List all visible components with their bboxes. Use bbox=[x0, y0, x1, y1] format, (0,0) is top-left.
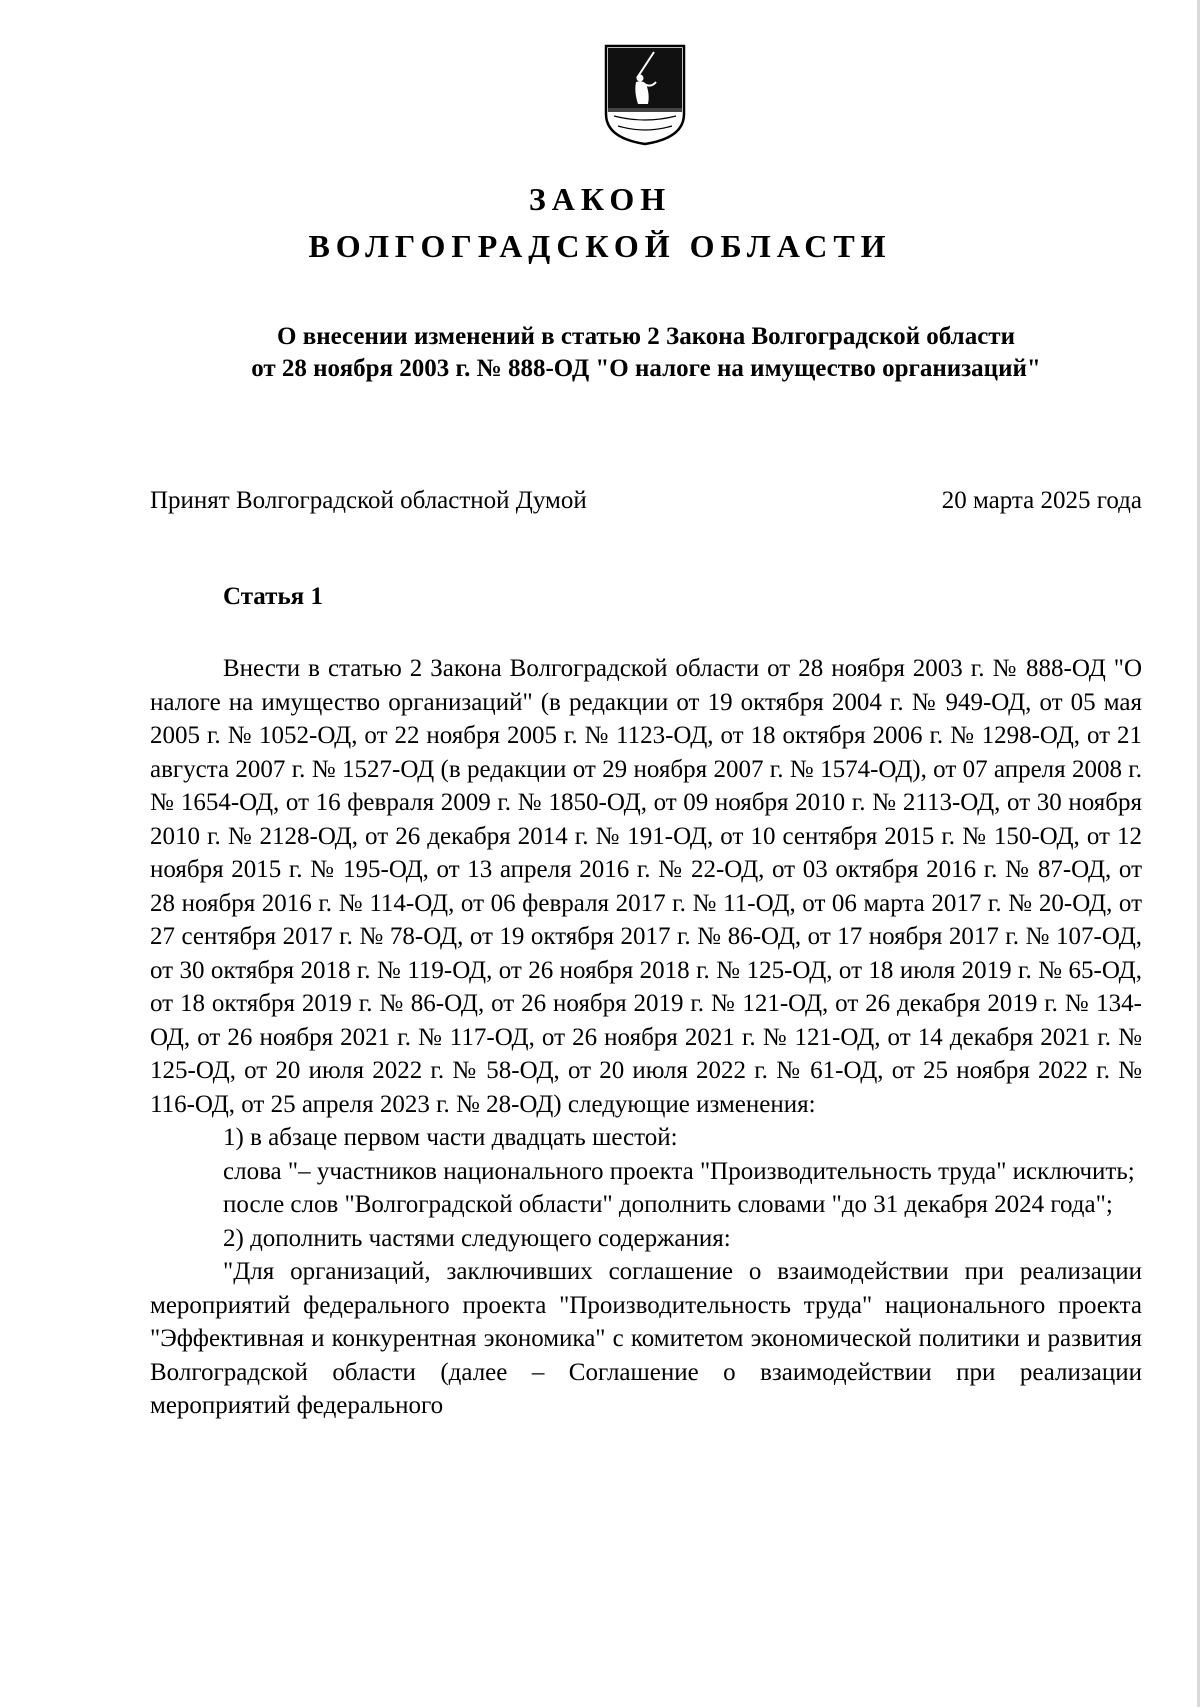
law-title: ЗАКОН bbox=[528, 181, 672, 217]
article-body bbox=[150, 652, 1142, 1423]
body-paragraph: 1) в абзаце первом части двадцать шестой: bbox=[223, 1124, 678, 1151]
body-paragraph: слова "– участников национального проекта "Производительность труда" исключить; bbox=[223, 1157, 1135, 1185]
region-title: ВОЛГОГРАДСКОЙ ОБЛАСТИ bbox=[308, 228, 892, 264]
coat-of-arms-emblem bbox=[604, 44, 686, 146]
adopted-by-text: Принят Волгоградской областной Думой bbox=[150, 487, 587, 514]
subtitle-line-2: от 28 ноября 2003 г. № 888-ОД "О налоге на имущество организаций" bbox=[251, 355, 1041, 382]
body-paragraph: после слов "Волгоградской области" дополнить словами "до 31 декабря 2024 года"; bbox=[223, 1191, 1113, 1218]
adoption-date: 20 марта 2025 года bbox=[941, 487, 1142, 514]
subtitle-line-1: О внесении изменений в статью 2 Закона Волгоградской области bbox=[277, 323, 1015, 350]
body-paragraph: "Для организаций, заключивших соглашение о взаимодействии при реализации мероприятий федерального проекта "Производительность труда" национального проекта "Эффективная и конкурентная экономика" с комитетом экономической политики и развития Волгоградской области (далее – Соглашение о взаимодействии при реализации мероприятий федерального bbox=[150, 1258, 1142, 1419]
article-heading: Статья 1 bbox=[223, 583, 323, 610]
body-paragraph: Внести в статью 2 Закона Волгоградской области от 28 ноября 2003 г. № 888-ОД "О налоге на имущество организаций" (в редакции от 19 октября 2004 г. № 949-ОД, от 05 мая 2005 г. № 1052-ОД, от 22 ноября 2005 г. № 1123-ОД, от 18 октября 2006 г. № 1298-ОД, от 21 августа 2007 г. № 1527-ОД (в редакции от 29 ноября 2007 г. № 1574-ОД), от 07 апреля 2008 г. № 1654-ОД, от 16 февраля 2009 г. № 1850-ОД, от 09 ноября 2010 г. № 2113-ОД, от 30 ноября 2010 г. № 2128-ОД, от 26 декабря 2014 г. № 191-ОД, от 10 сентября 2015 г. № 150-ОД, от 12 ноября 2015 г. № 195-ОД, от 13 апреля 2016 г. № 22-ОД, от 03 октября 2016 г. № 87-ОД, от 28 ноября 2016 г. № 114-ОД, от 06 февраля 2017 г. № 11-ОД, от 06 марта 2017 г. № 20-ОД, от 27 сентября 2017 г. № 78-ОД, от 19 октября 2017 г. № 86-ОД, от 17 ноября 2017 г. № 107-ОД, от 30 октября 2018 г. № 119-ОД, от 26 ноября 2018 г. № 125-ОД, от 18 июля 2019 г. № 65-ОД, от 18 октября 2019 г. № 86-ОД, от 26 ноября 2019 г. № 121-ОД, от 26 декабря 2019 г. № 134-ОД, от 26 ноября 2021 г. № 117-ОД, от 26 ноября 2021 г. № 121-ОД, от 14 декабря 2021 г. № 125-ОД, от 20 июля 2022 г. № 58-ОД, от 20 июля 2022 г. № 61-ОД, от 25 ноября 2022 г. № 116-ОД, от 25 апреля 2023 г. № 28-ОД) следующие изменения: bbox=[150, 655, 1142, 1118]
law-subtitle bbox=[150, 321, 1142, 385]
adoption-row bbox=[150, 487, 1142, 515]
emblem-shield-icon bbox=[604, 44, 686, 146]
body-paragraph: 2) дополнить частями следующего содержания: bbox=[223, 1224, 731, 1252]
